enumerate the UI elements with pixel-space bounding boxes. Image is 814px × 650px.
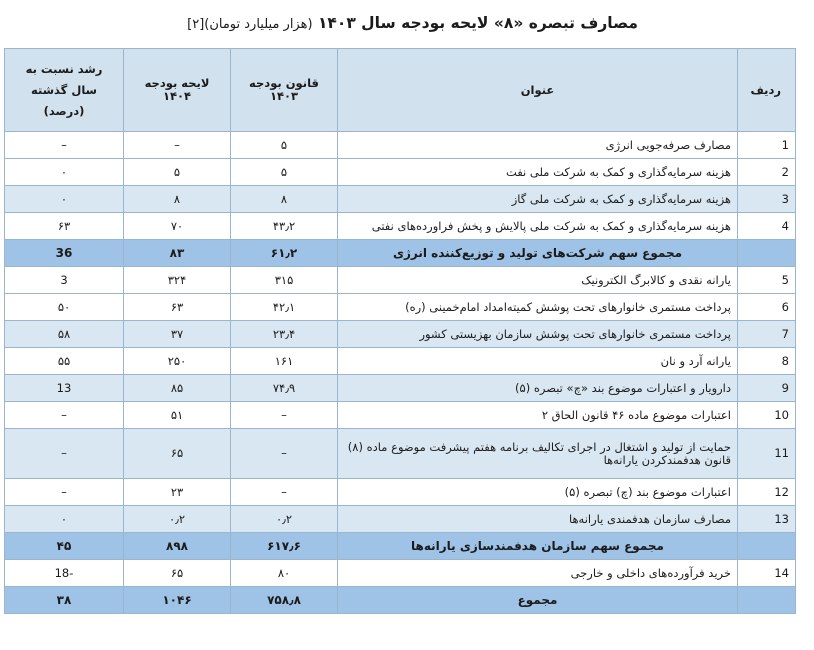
row-title: مجموع [338,587,738,614]
row-law-value: – [231,402,338,429]
row-bill-value: – [124,132,231,159]
row-index [738,240,796,267]
table-row [5,429,796,479]
header-title: عنوان [338,49,738,132]
row-law-value: ۷۵۸٫۸ [231,587,338,614]
row-title: مصارف سازمان هدفمندی یارانه‌ها [338,506,738,533]
row-law-value: – [231,479,338,506]
row-title: اعتبارات موضوع ماده ۴۶ قانون الحاق ۲ [338,402,738,429]
row-growth-value: ۵۸ [5,321,124,348]
row-index: 4 [738,213,796,240]
row-bill-value: ۶۵ [124,429,231,479]
row-index [738,587,796,614]
row-bill-value: ۸۵ [124,375,231,402]
row-title: دارویار و اعتبارات موضوع بند «چ» تبصره (۵) [338,375,738,402]
row-growth-value: ۰ [5,159,124,186]
row-growth-value: – [5,479,124,506]
row-law-value: ۵ [231,159,338,186]
row-law-value: ۶۱٫۲ [231,240,338,267]
row-law-value: ۴۲٫۱ [231,294,338,321]
row-index: 14 [738,560,796,587]
row-law-value: ۵ [231,132,338,159]
row-title: پرداخت مستمری خانوارهای تحت پوشش کمیته‌امداد امام‌خمینی (ره) [338,294,738,321]
row-index: 12 [738,479,796,506]
header-row [5,49,796,132]
row-title: هزینه سرمایه‌گذاری و کمک به شرکت ملی نفت [338,159,738,186]
table-row [5,479,796,506]
table-row [5,375,796,402]
table-row [5,560,796,587]
row-growth-value: – [5,402,124,429]
row-law-value: ۳۱۵ [231,267,338,294]
header-index: ردیف [738,49,796,132]
row-index: 1 [738,132,796,159]
row-title: اعتبارات موضوع بند (چ) تبصره (۵) [338,479,738,506]
title-main: مصارف تبصره «۸» لایحه بودجه سال ۱۴۰۳ [317,14,638,32]
row-law-value: ۲۳٫۴ [231,321,338,348]
row-title: حمایت از تولید و اشتغال در اجرای تکالیف برنامه هفتم پیشرفت موضوع ماده (۸) قانون هدفمندکردن یارانه‌ها [338,429,738,479]
table-row [5,159,796,186]
row-index: 3 [738,186,796,213]
table-row [5,348,796,375]
subtotal-row-energy [5,240,796,267]
row-index: 7 [738,321,796,348]
row-index: 9 [738,375,796,402]
row-growth-value: – [5,132,124,159]
table-row [5,186,796,213]
row-index [738,533,796,560]
row-bill-value: ۶۵ [124,560,231,587]
row-index: 2 [738,159,796,186]
table-row [5,213,796,240]
row-law-value: ۷۴٫۹ [231,375,338,402]
row-bill-value: ۸ [124,186,231,213]
row-law-value: ۱۶۱ [231,348,338,375]
row-growth-value: ۴۵ [5,533,124,560]
row-title: مجموع سهم سازمان هدفمندسازی یارانه‌ها [338,533,738,560]
table-row [5,321,796,348]
row-law-value: ۸۰ [231,560,338,587]
row-growth-value: ۵۵ [5,348,124,375]
row-index: 10 [738,402,796,429]
row-growth-value: ۰ [5,506,124,533]
row-bill-value: ۳۷ [124,321,231,348]
row-title: یارانه آرد و نان [338,348,738,375]
row-index: 6 [738,294,796,321]
row-bill-value: ۰٫۲ [124,506,231,533]
row-bill-value: ۷۰ [124,213,231,240]
subtotal-row-subsidy [5,533,796,560]
row-growth-value: 3 [5,267,124,294]
row-bill-value: ۲۵۰ [124,348,231,375]
row-law-value: ۰٫۲ [231,506,338,533]
table-row [5,402,796,429]
row-bill-value: ۱۰۴۶ [124,587,231,614]
row-title: یارانه نقدی و کالابرگ الکترونیک [338,267,738,294]
page-title [0,14,638,32]
row-law-value: ۴۳٫۲ [231,213,338,240]
table-row [5,132,796,159]
row-growth-value: 36 [5,240,124,267]
row-law-value: ۶۱۷٫۶ [231,533,338,560]
row-bill-value: ۳۲۴ [124,267,231,294]
row-growth-value: -18 [5,560,124,587]
row-index: 13 [738,506,796,533]
row-title: مصارف صرفه‌جویی انرژی [338,132,738,159]
header-law-1403: قانون بودجه ۱۴۰۳ [231,49,338,132]
row-title: هزینه سرمایه‌گذاری و کمک به شرکت ملی گاز [338,186,738,213]
row-growth-value: ۶۳ [5,213,124,240]
table-row [5,294,796,321]
row-growth-value: ۳۸ [5,587,124,614]
row-index: 11 [738,429,796,479]
row-title: مجموع سهم شرکت‌های تولید و توزیع‌کننده انرژی [338,240,738,267]
row-law-value: ۸ [231,186,338,213]
title-unit: (هزار میلیارد تومان)[۲] [187,17,313,32]
row-growth-value: – [5,429,124,479]
row-bill-value: ۸۹۸ [124,533,231,560]
row-index: 8 [738,348,796,375]
row-bill-value: ۲۳ [124,479,231,506]
table-row [5,267,796,294]
row-index: 5 [738,267,796,294]
row-title: خرید فرآورده‌های داخلی و خارجی [338,560,738,587]
row-bill-value: ۶۳ [124,294,231,321]
row-growth-value: 13 [5,375,124,402]
row-bill-value: ۸۳ [124,240,231,267]
grand-total-row [5,587,796,614]
header-bill-1404: لایحه بودجه ۱۴۰۴ [124,49,231,132]
row-title: هزینه سرمایه‌گذاری و کمک به شرکت ملی پالایش و پخش فراورده‌های نفتی [338,213,738,240]
row-title: پرداخت مستمری خانوارهای تحت پوشش سازمان بهزیستی کشور [338,321,738,348]
row-bill-value: ۵۱ [124,402,231,429]
row-growth-value: ۵۰ [5,294,124,321]
row-growth-value: ۰ [5,186,124,213]
row-law-value: – [231,429,338,479]
table-row [5,506,796,533]
row-bill-value: ۵ [124,159,231,186]
header-growth: رشد نسبت به سال گذشته (درصد) [5,49,124,132]
budget-table [4,48,796,614]
